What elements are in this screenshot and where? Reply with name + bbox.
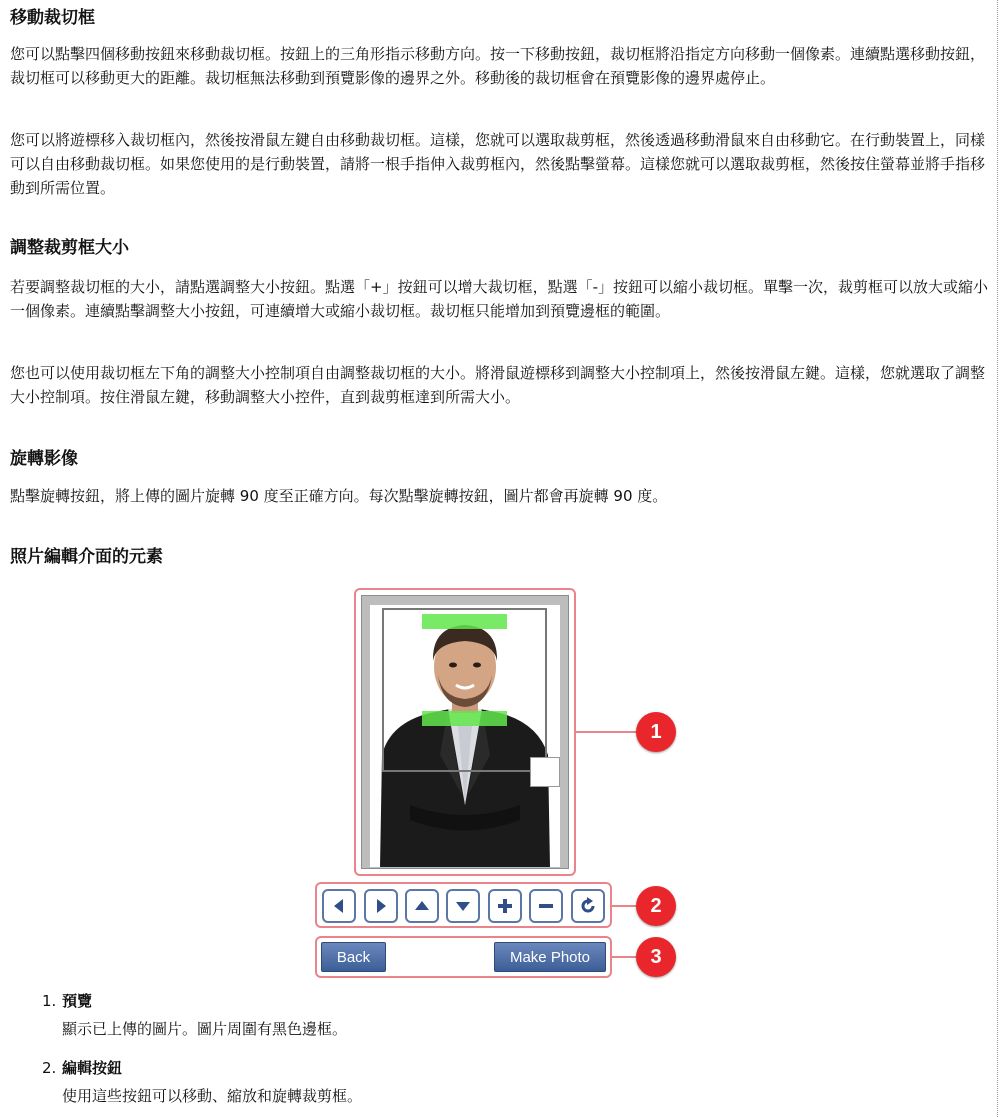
callout-line-1	[576, 731, 636, 733]
callout-badge-1: 1	[636, 712, 676, 752]
crop-handle-bottom[interactable]	[422, 711, 507, 726]
move-left-button[interactable]	[322, 889, 356, 923]
move-right-button[interactable]	[364, 889, 398, 923]
arrow-left-icon	[330, 897, 348, 915]
shrink-button[interactable]	[529, 889, 563, 923]
plus-icon	[496, 897, 514, 915]
resize-handle[interactable]	[530, 757, 560, 787]
section-paragraph-move-1: 您可以點擊四個移動按鈕來移動裁切框。按鈕上的三角形指示移動方向。按一下移動按鈕，裁切框將沿指定方向移動一個像素。連續點選移動按鈕，裁切框可以移動更大的距離。裁切框無法移動到預覽影像的邊界之外。移動後的裁切框會在預覽影像的邊界處停止。	[10, 45, 986, 87]
section-paragraph-resize-1: 若要調整裁切框的大小，請點選調整大小按鈕。點選「+」按鈕可以增大裁切框，點選「-」按鈕可以縮小裁切框。單擊一次，裁剪框可以放大或縮小一個像素。連續點擊調整大小按鈕，可連續增大或縮小裁切框。裁切框只能增加到預覽邊框的範圍。	[10, 278, 988, 320]
callout-line-3	[612, 956, 636, 958]
callout-badge-2: 2	[636, 886, 676, 926]
move-down-button[interactable]	[446, 889, 480, 923]
section-paragraph-rotate: 點擊旋轉按鈕，將上傳的圖片旋轉 90 度至正確方向。每次點擊旋轉按鈕，圖片都會再旋轉 90 度。	[10, 487, 668, 505]
list-term: 編輯按鈕	[62, 1059, 123, 1077]
section-heading-rotate: 旋轉影像	[10, 449, 78, 469]
list-number: 1.	[42, 992, 57, 1010]
section-heading-resize: 調整裁剪框大小	[10, 238, 129, 258]
callout-badge-3: 3	[636, 937, 676, 977]
list-description: 使用這些按鈕可以移動、縮放和旋轉裁剪框。	[62, 1087, 363, 1105]
callout-line-2	[612, 905, 636, 907]
rotate-button[interactable]	[571, 889, 605, 923]
crop-handle-top[interactable]	[422, 614, 507, 629]
crop-frame[interactable]	[382, 608, 547, 772]
list-number: 2.	[42, 1059, 57, 1077]
arrow-up-icon	[413, 897, 431, 915]
rotate-icon	[578, 896, 598, 916]
section-paragraph-move-2: 您可以將遊標移入裁切框內，然後按滑鼠左鍵自由移動裁切框。這樣，您就可以選取裁剪框，然後透過移動滑鼠來自由移動它。在行動裝置上，同樣可以自由移動裁切框。如果您使用的是行動裝置，請將一根手指伸入裁剪框內，然後點擊螢幕。這樣您就可以選取裁剪框，然後按住螢幕並將手指移動到所需位置。	[10, 131, 986, 197]
arrow-right-icon	[372, 897, 390, 915]
enlarge-button[interactable]	[488, 889, 522, 923]
section-heading-move: 移動裁切框	[10, 8, 95, 28]
make-photo-button[interactable]: Make Photo	[494, 942, 606, 972]
section-paragraph-resize-2: 您也可以使用裁切框左下角的調整大小控制項自由調整裁切框的大小。將滑鼠遊標移到調整大小控制項上，然後按滑鼠左鍵。這樣，您就選取了調整大小控制項。按住滑鼠左鍵，移動調整大小控件，直到裁剪框達到所需大小。	[10, 364, 986, 406]
back-button[interactable]: Back	[321, 942, 386, 972]
section-heading-elements: 照片編輯介面的元素	[10, 547, 163, 567]
arrow-down-icon	[454, 897, 472, 915]
list-description: 顯示已上傳的圖片。圖片周圍有黑色邊框。	[62, 1020, 348, 1038]
move-up-button[interactable]	[405, 889, 439, 923]
list-term: 預覽	[62, 992, 93, 1010]
minus-icon	[537, 897, 555, 915]
